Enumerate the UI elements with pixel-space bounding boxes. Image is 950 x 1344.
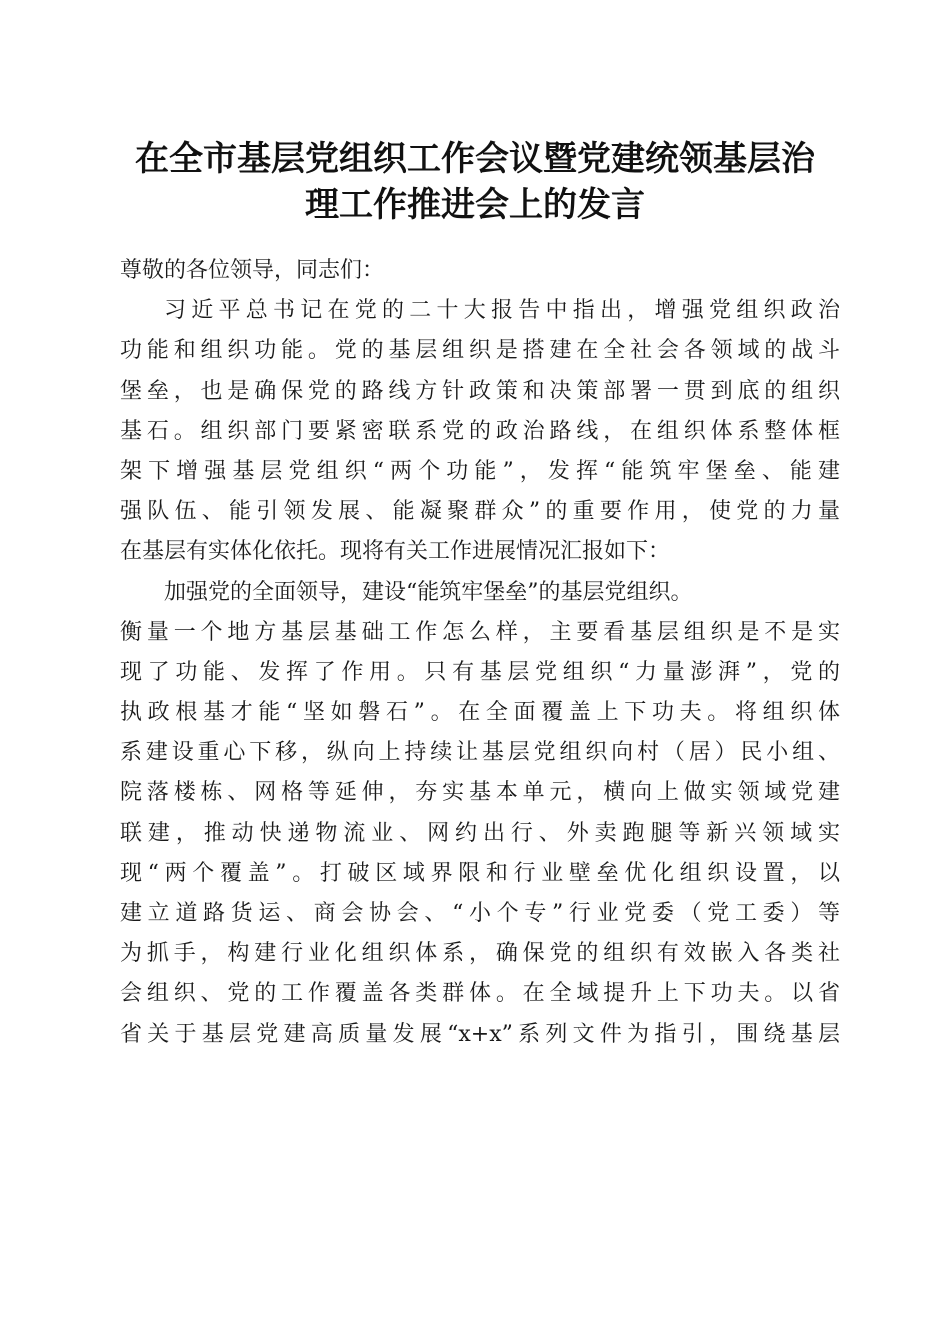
title-line-1: 在全市基层党组织工作会议暨党建统领基层治 bbox=[135, 139, 815, 179]
paragraph-2 bbox=[120, 573, 840, 1055]
document-body bbox=[120, 251, 840, 1055]
paragraph-2-line-11: 会组织、党的工作覆盖各类群体。在全域提升上下功夫。以省 bbox=[120, 981, 840, 1007]
paragraph-1-line-7: 在基层有实体化依托。现将有关工作进展情况汇报如下： bbox=[120, 539, 671, 565]
paragraph-1-line-5: 架下增强基层党组织“两个功能”，发挥“能筑牢堡垒、能建 bbox=[120, 458, 840, 484]
paragraph-2-line-8: 现“两个覆盖”。打破区域界限和行业壁垒优化组织设置，以 bbox=[120, 860, 840, 886]
paragraph-2-line-3: 现了功能、发挥了作用。只有基层党组织“力量澎湃”，党的 bbox=[120, 659, 840, 685]
salutation: 尊敬的各位领导，同志们： bbox=[120, 258, 385, 283]
paragraph-1-line-6: 强队伍、能引领发展、能凝聚群众”的重要作用，使党的力量 bbox=[120, 499, 840, 525]
paragraph-1-line-2: 功能和组织功能。党的基层组织是搭建在全社会各领域的战斗 bbox=[120, 338, 840, 364]
paragraph-2-line-5: 系建设重心下移，纵向上持续让基层党组织向村（居）民小组、 bbox=[120, 740, 840, 766]
paragraph-2-line-12: 省关于基层党建高质量发展“x+x”系列文件为指引，围绕基层 bbox=[120, 1021, 840, 1047]
paragraph-1-line-3: 堡垒，也是确保党的路线方针政策和决策部署一贯到底的组织 bbox=[120, 378, 840, 404]
paragraph-2-line-6: 院落楼栋、网格等延伸，夯实基本单元，横向上做实领域党建 bbox=[120, 780, 840, 806]
paragraph-2-line-2: 衡量一个地方基层基础工作怎么样，主要看基层组织是不是实 bbox=[120, 619, 840, 645]
paragraph-2-line-4: 执政根基才能“坚如磐石”。在全面覆盖上下功夫。将组织体 bbox=[120, 700, 840, 726]
paragraph-1-line-1: 习近平总书记在党的二十大报告中指出，增强党组织政治 bbox=[164, 298, 840, 324]
paragraph-2-line-7: 联建，推动快递物流业、网约出行、外卖跑腿等新兴领域实 bbox=[120, 820, 840, 846]
title-line-2: 理工作推进会上的发言 bbox=[305, 185, 645, 225]
paragraph-2-line-9: 建立道路货运、商会协会、“小个专”行业党委（党工委）等 bbox=[120, 901, 840, 926]
document-title bbox=[100, 136, 850, 228]
paragraph-2-line-1: 加强党的全面领导，建设“能筑牢堡垒”的基层党组织。 bbox=[164, 579, 693, 605]
paragraph-1-line-4: 基石。组织部门要紧密联系党的政治路线，在组织体系整体框 bbox=[120, 418, 840, 444]
paragraph-2-line-10: 为抓手，构建行业化组织体系，确保党的组织有效嵌入各类社 bbox=[120, 941, 840, 967]
paragraph-1 bbox=[120, 291, 840, 572]
